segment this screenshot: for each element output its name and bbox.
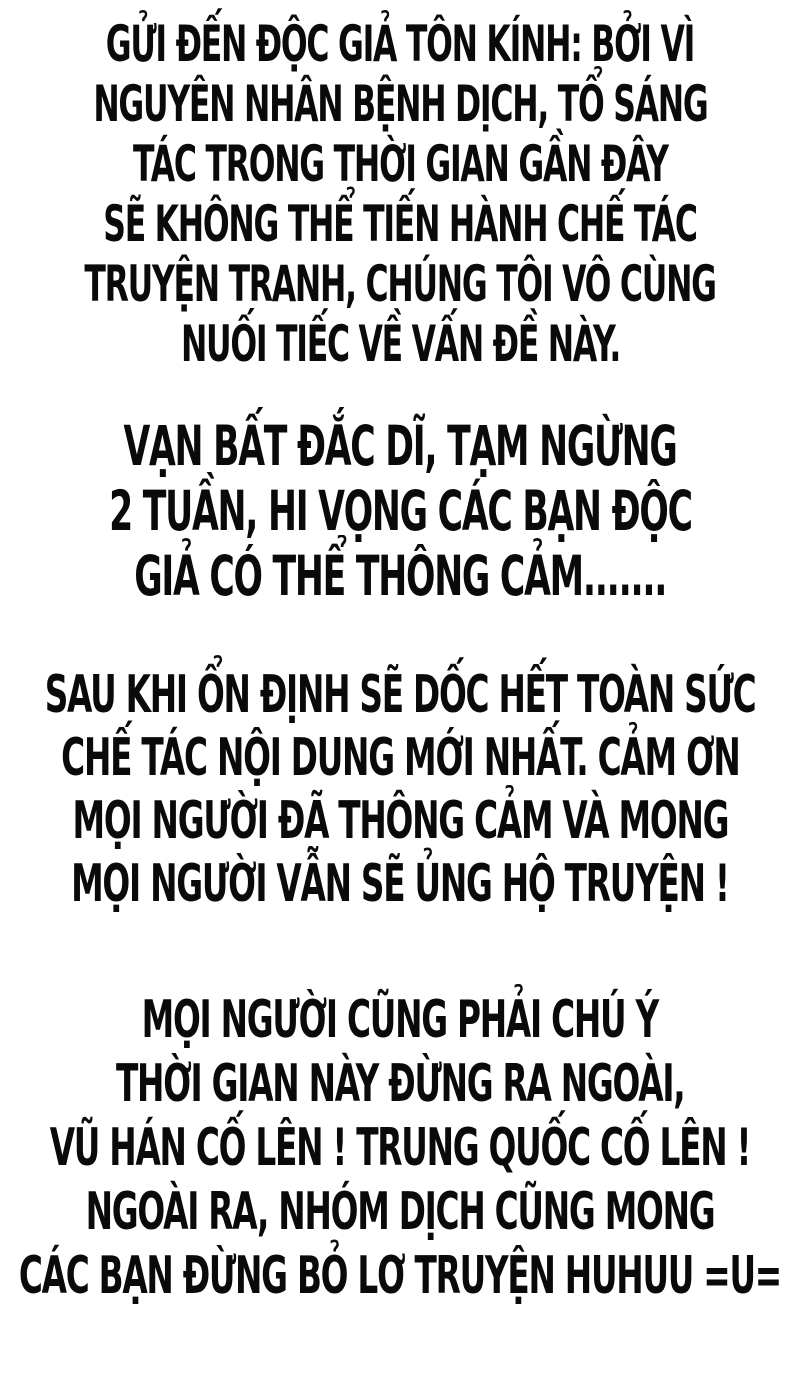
announcement-line (0, 134, 800, 194)
announcement-line (0, 194, 800, 254)
announcement-line (0, 254, 800, 314)
announcement-line (0, 790, 800, 853)
line-text: MỌI NGƯỜI VẪN SẼ ỦNG HỘ TRUYỆN ! (71, 854, 729, 914)
announcement-line (0, 479, 800, 544)
announcement-line (0, 544, 800, 609)
announcement-line (0, 1180, 800, 1244)
announcement-line (0, 1052, 800, 1116)
line-text: CÁC BẠN ĐỪNG BỎ LƠ TRUYỆN HUHUU =U= (18, 1246, 782, 1306)
announcement-line (0, 14, 800, 74)
announcement-line (0, 988, 800, 1052)
line-text: VŨ HÁN CỐ LÊN ! TRUNG QUỐC CỐ LÊN ! (49, 1118, 751, 1178)
line-text: NGUYÊN NHÂN BỆNH DỊCH, TỔ SÁNG (92, 75, 708, 133)
line-text: GỬI ĐẾN ĐỘC GIẢ TÔN KÍNH: BỞI VÌ (105, 15, 695, 73)
line-text: CHẾ TÁC NỘI DUNG MỚI NHẤT. CẢM ƠN (60, 728, 740, 788)
line-text: MỌI NGƯỜI CŨNG PHẢI CHÚ Ý (141, 990, 659, 1050)
announcement-line (0, 1116, 800, 1180)
line-text: NGOÀI RA, NHÓM DỊCH CŨNG MONG (85, 1182, 715, 1242)
announcement-line (0, 414, 800, 479)
line-text: SAU KHI ỔN ĐỊNH SẼ DỐC HẾT TOÀN SỨC (44, 665, 756, 725)
line-text: MỌI NGƯỜI ĐÃ THÔNG CẢM VÀ MONG (72, 791, 728, 851)
paragraph-opening-apology (0, 14, 800, 374)
line-text: THỜI GIAN NÀY ĐỪNG RA NGOÀI, (115, 1054, 685, 1114)
line-text: 2 TUẦN, HI VỌNG CÁC BẠN ĐỘC (108, 479, 692, 543)
line-text: NUỐI TIẾC VỀ VẤN ĐỀ NÀY. (180, 315, 620, 373)
announcement-line (0, 664, 800, 727)
announcement-line (0, 853, 800, 916)
announcement-line (0, 727, 800, 790)
announcement-line (0, 314, 800, 374)
line-text: SẼ KHÔNG THỂ TIẾN HÀNH CHẾ TÁC (103, 195, 697, 253)
paragraph-closing-wishes (0, 988, 800, 1308)
announcement-line (0, 74, 800, 134)
announcement-line (0, 1244, 800, 1308)
paragraph-hiatus-duration (0, 414, 800, 609)
paragraph-promise-and-thanks (0, 664, 800, 916)
line-text: VẠN BẤT ĐẮC DĨ, TẠM NGỪNG (123, 414, 677, 478)
line-text: TRUYỆN TRANH, CHÚNG TÔI VÔ CÙNG (84, 255, 716, 313)
line-text: TÁC TRONG THỜI GIAN GẦN ĐÂY (132, 135, 668, 193)
line-text: GIẢ CÓ THỂ THÔNG CẢM....... (134, 544, 666, 608)
